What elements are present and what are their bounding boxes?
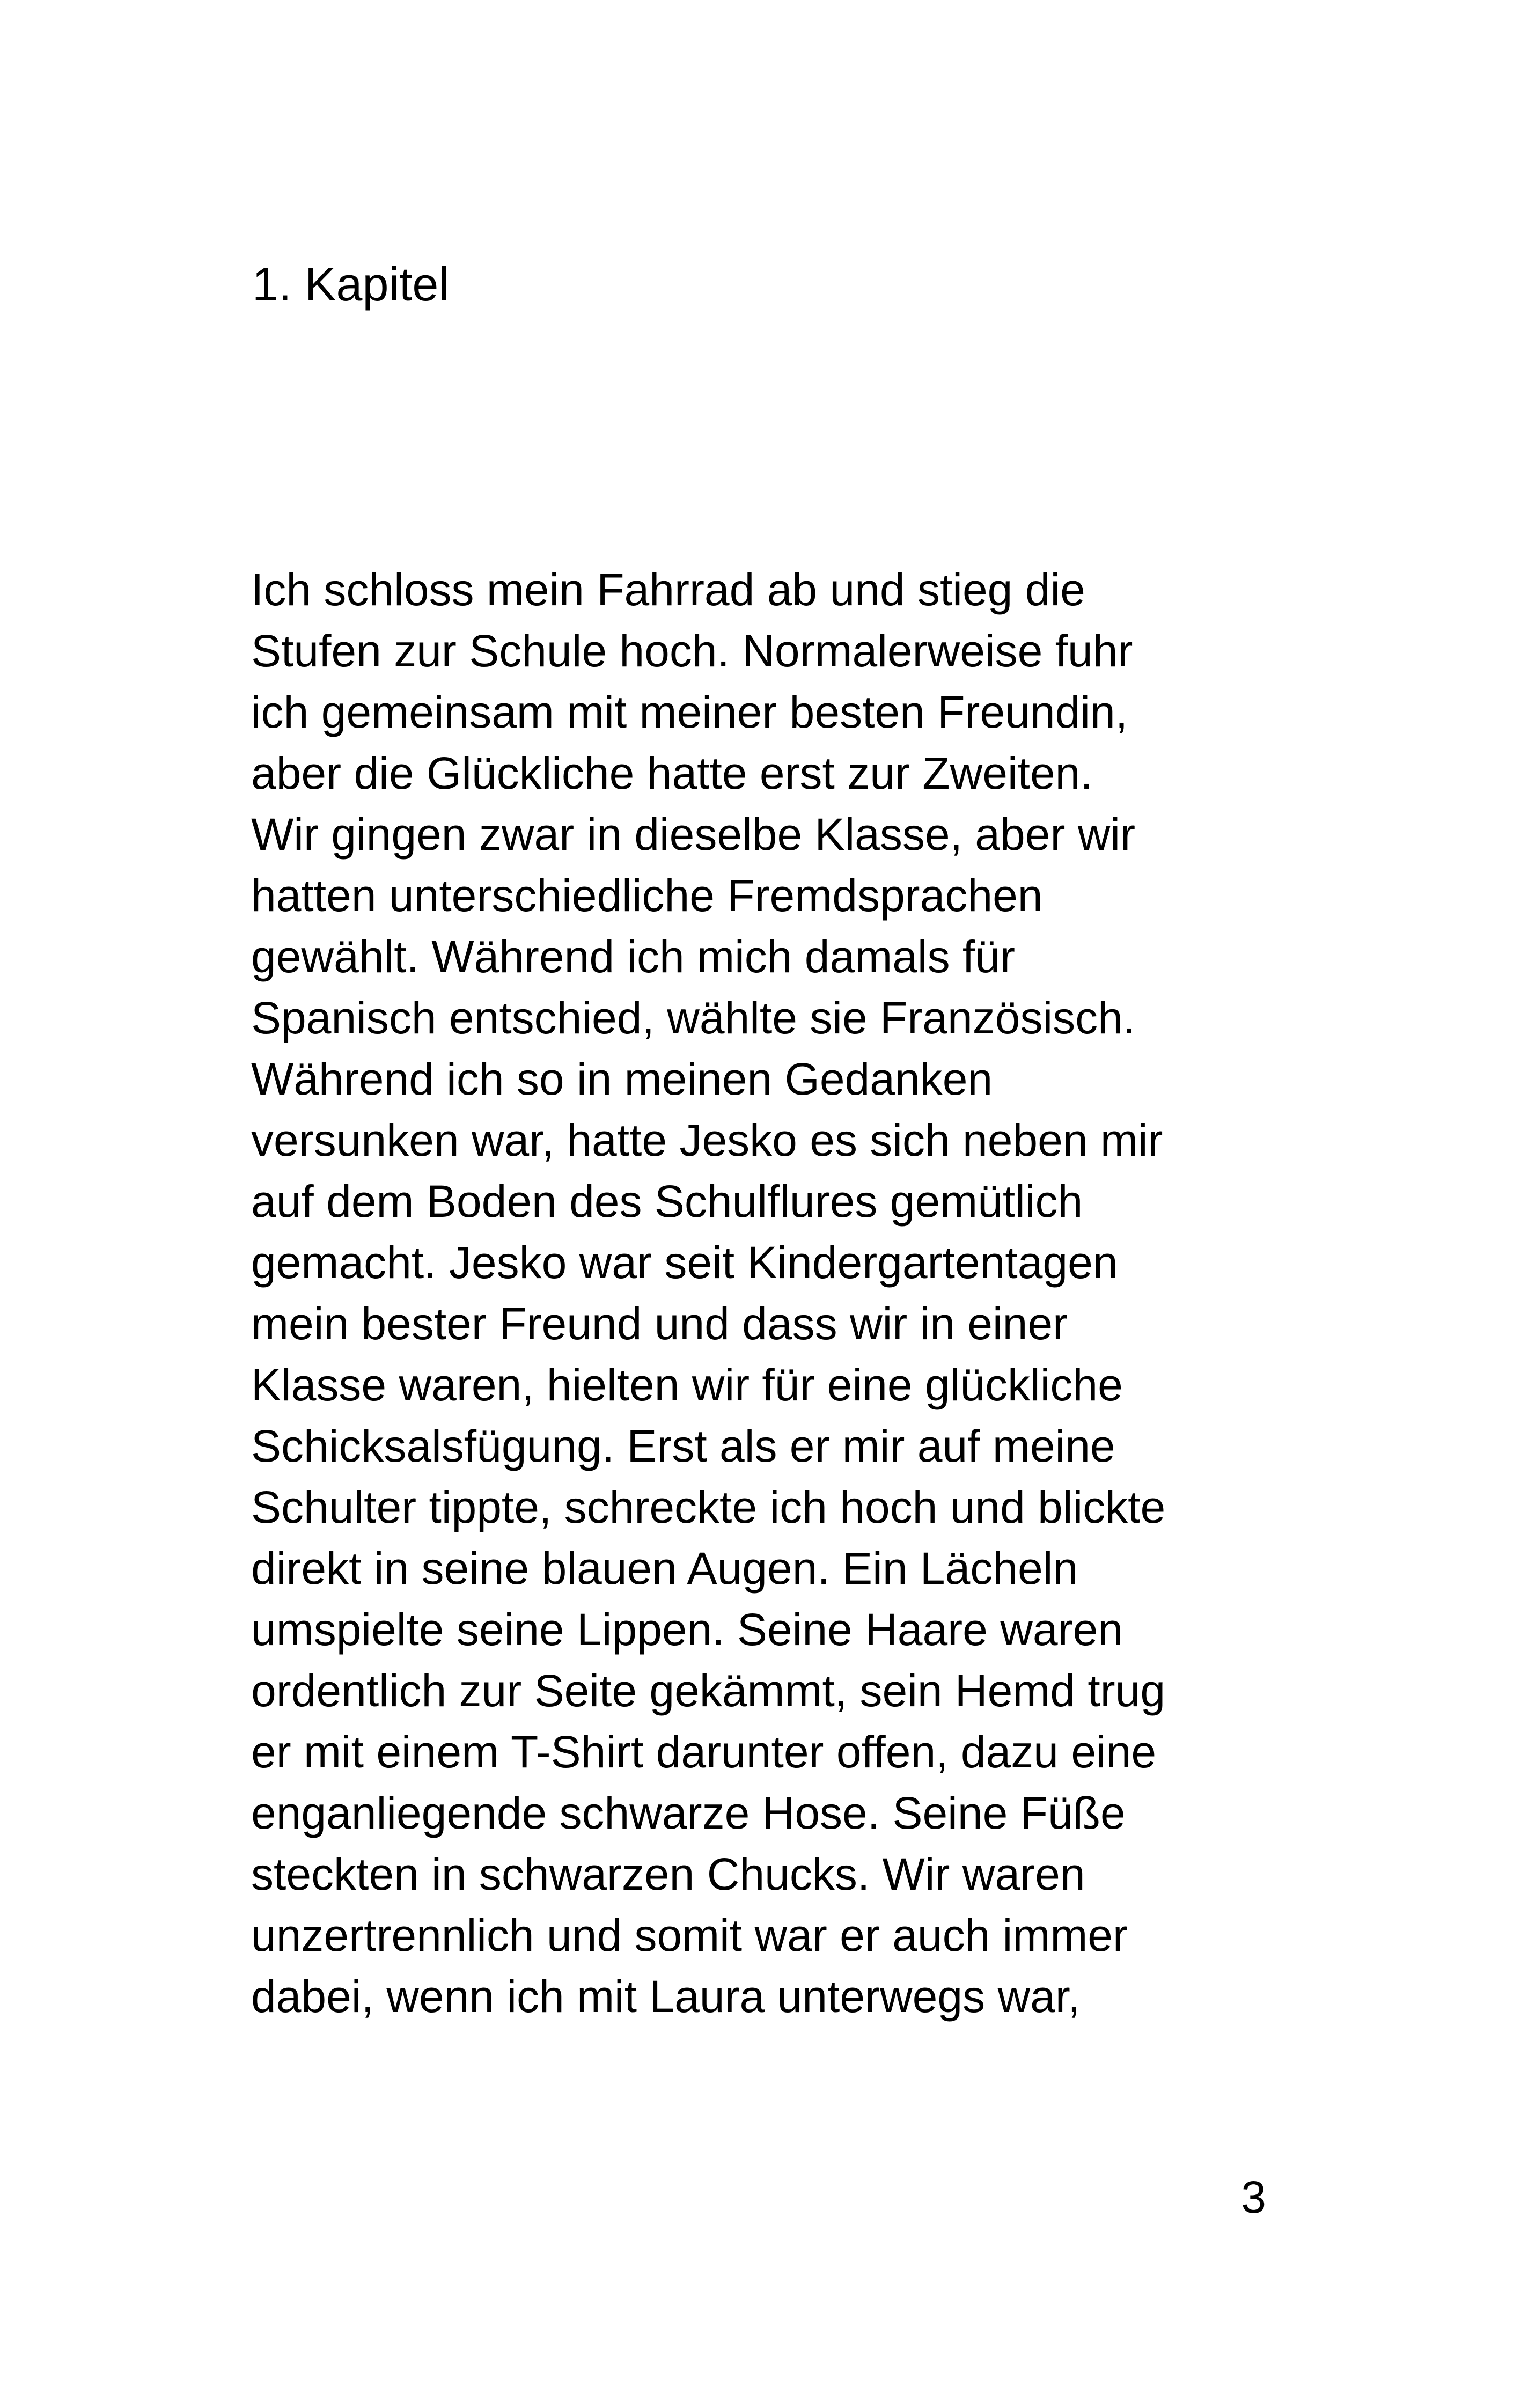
text-line: ich gemeinsam mit meiner besten Freundin,: [251, 687, 1128, 737]
text-line: auf dem Boden des Schulflures gemütlich: [251, 1176, 1083, 1227]
page-number: 3: [1241, 2172, 1266, 2222]
text-line: aber die Glückliche hatte erst zur Zweiten.: [251, 748, 1093, 798]
text-line: steckten in schwarzen Chucks. Wir waren: [251, 1849, 1085, 1899]
text-line: Wir gingen zwar in dieselbe Klasse, aber wir: [251, 809, 1136, 860]
text-line: direkt in seine blauen Augen. Ein Lächeln: [251, 1543, 1078, 1594]
text-line: dabei, wenn ich mit Laura unterwegs war,: [251, 1971, 1081, 2022]
text-line: Ich schloss mein Fahrrad ab und stieg die: [251, 564, 1085, 615]
text-line: er mit einem T-Shirt darunter offen, dazu eine: [251, 1727, 1157, 1777]
text-line: hatten unterschiedliche Fremdsprachen: [251, 870, 1043, 921]
text-line: gemacht. Jesko war seit Kindergartentagen: [251, 1237, 1118, 1288]
text-line: enganliegende schwarze Hose. Seine Füße: [251, 1788, 1126, 1838]
text-line: versunken war, hatte Jesko es sich neben mir: [251, 1115, 1163, 1165]
text-line: umspielte seine Lippen. Seine Haare waren: [251, 1604, 1123, 1655]
text-line: unzertrennlich und somit war er auch immer: [251, 1910, 1128, 1961]
text-line: Stufen zur Schule hoch. Normalerweise fuhr: [251, 626, 1133, 676]
text-line: Spanisch entschied, wählte sie Französisch.: [251, 993, 1136, 1043]
text-line: Klasse waren, hielten wir für eine glückliche: [251, 1360, 1123, 1410]
chapter-title: 1. Kapitel: [252, 258, 449, 311]
body-text: [251, 559, 1297, 2027]
text-line: mein bester Freund und dass wir in einer: [251, 1298, 1068, 1349]
text-line: gewählt. Während ich mich damals für: [251, 931, 1015, 982]
text-line: Schulter tippte, schreckte ich hoch und blickte: [251, 1482, 1166, 1532]
text-line: Schicksalsfügung. Erst als er mir auf meine: [251, 1421, 1115, 1471]
text-line: Während ich so in meinen Gedanken: [251, 1054, 993, 1104]
text-line: ordentlich zur Seite gekämmt, sein Hemd trug: [251, 1665, 1166, 1716]
